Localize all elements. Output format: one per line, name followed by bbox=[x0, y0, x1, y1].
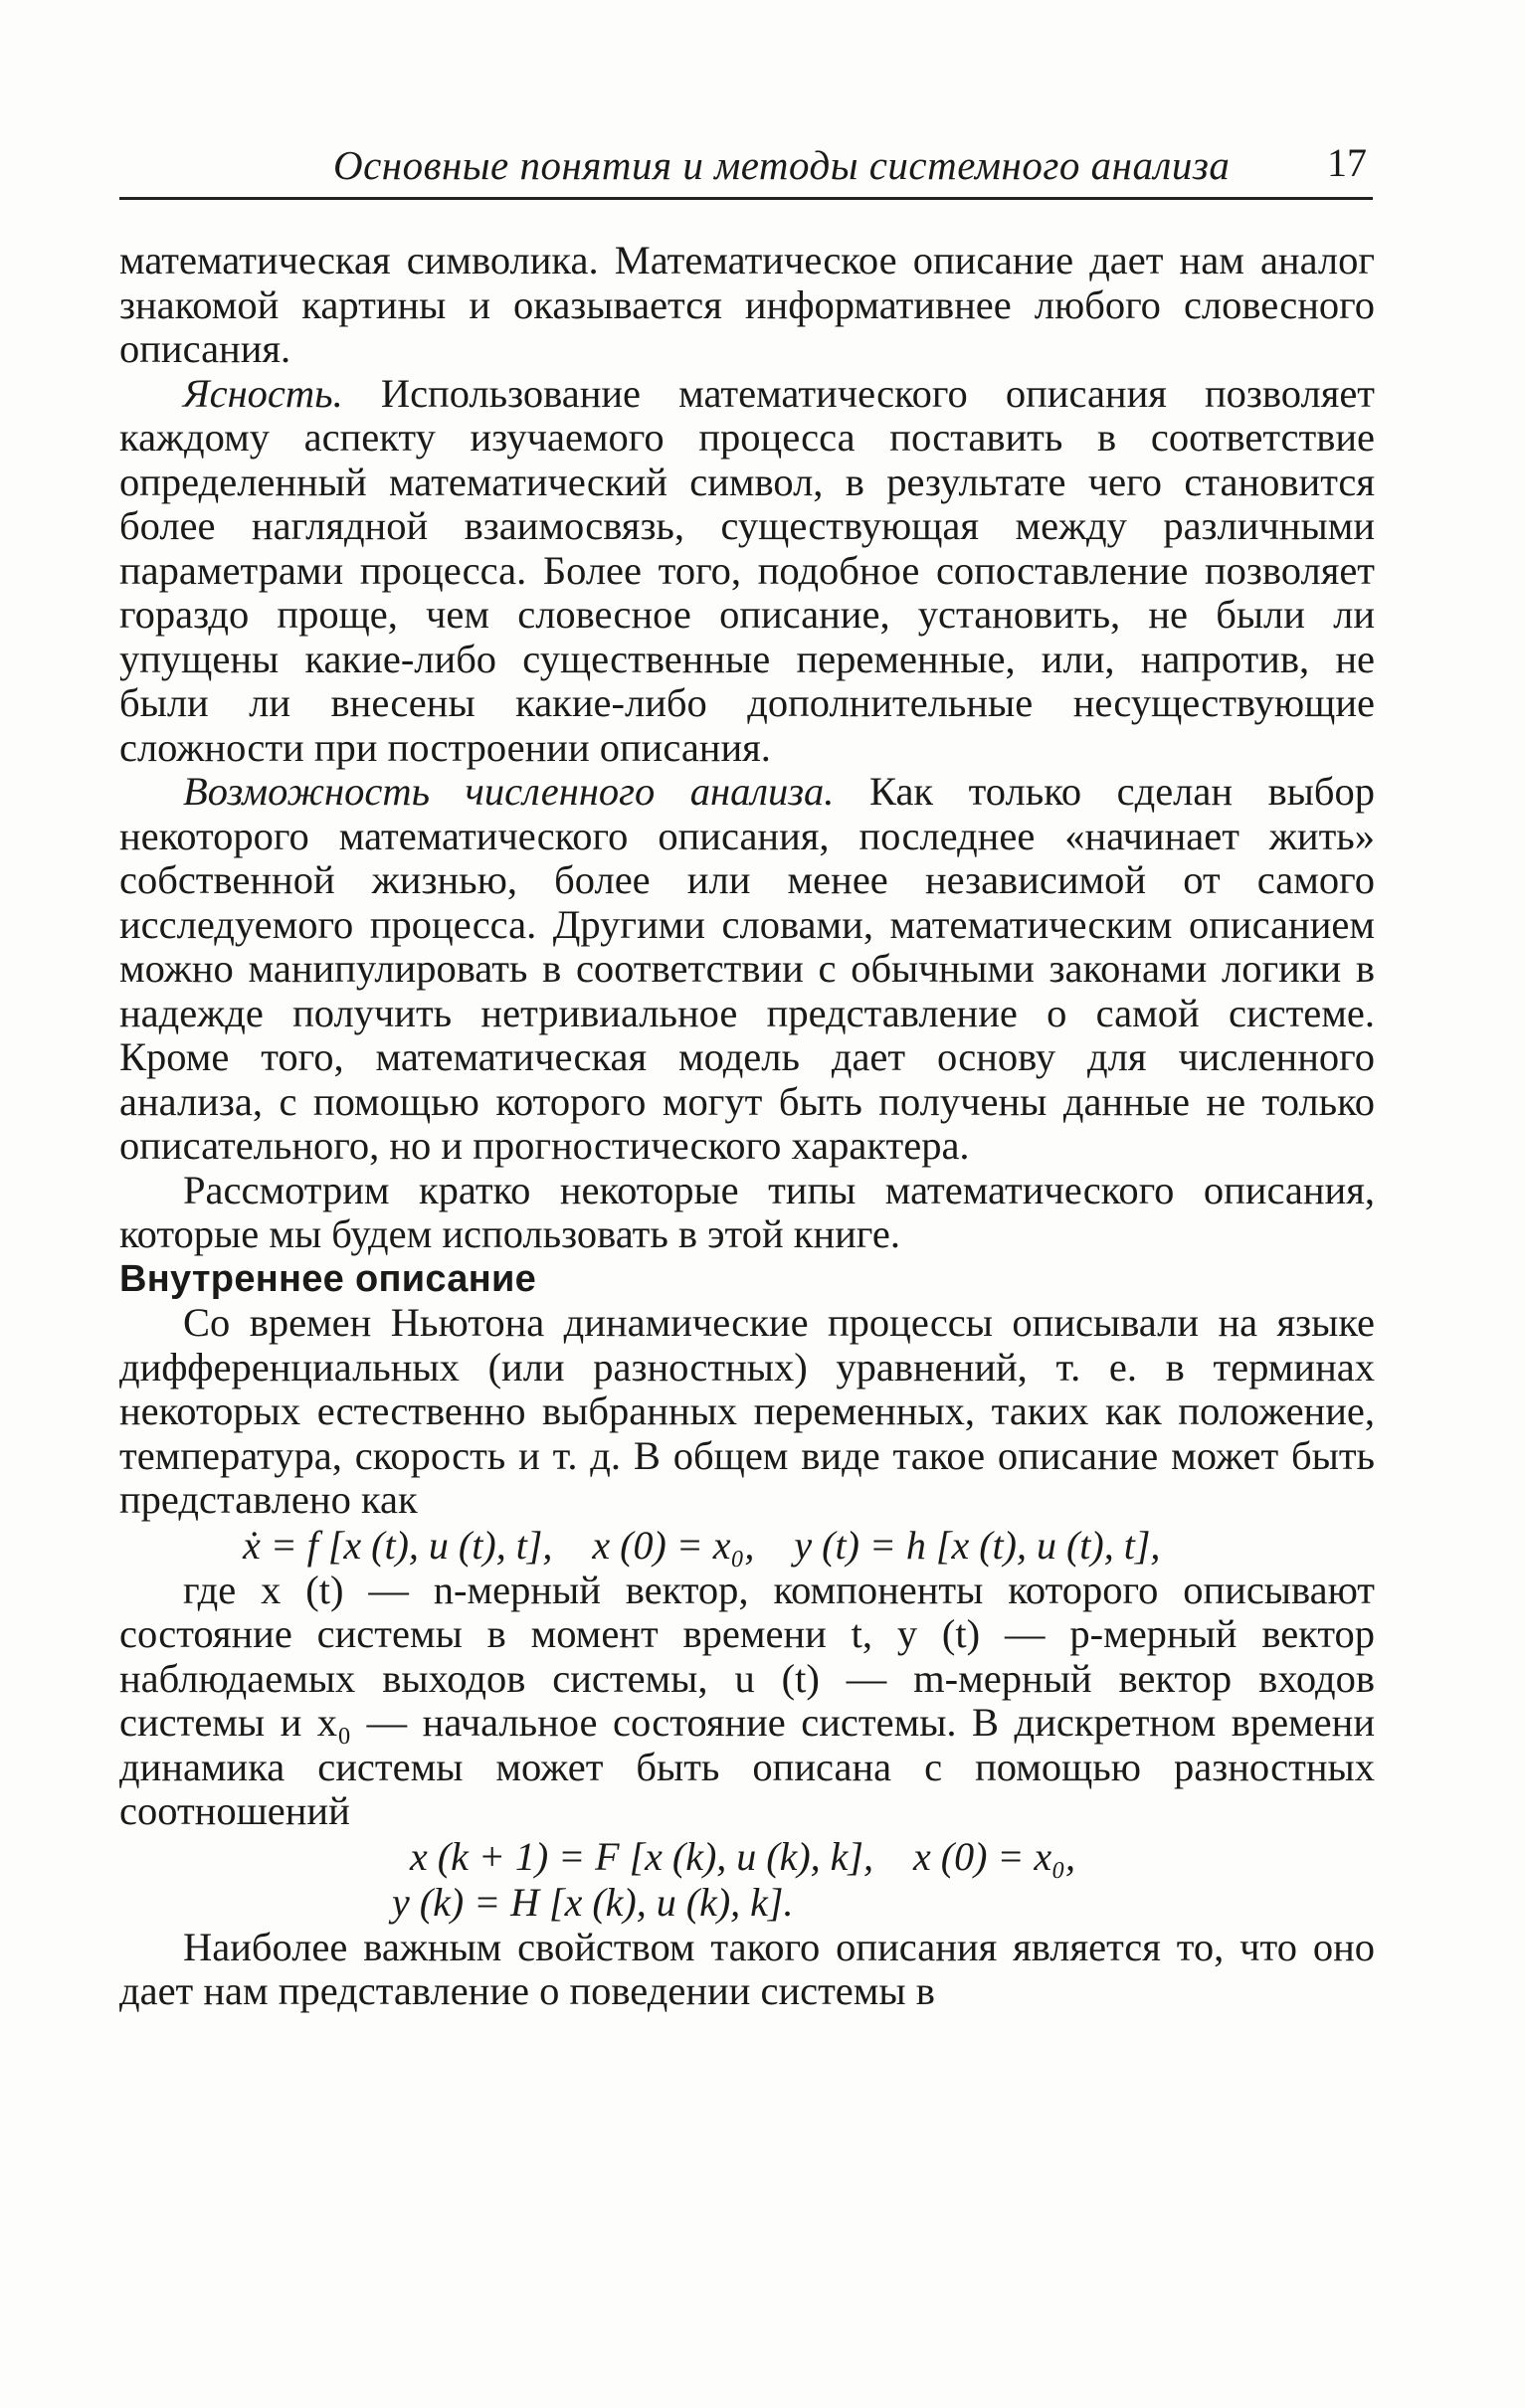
running-title: Основные понятия и методы системного анализа bbox=[333, 142, 1231, 188]
formula-discrete-state: x (k + 1) = F [x (k), u (k), k], x (0) = x₀, bbox=[410, 1833, 1076, 1879]
lead-in-clarity: Ясность. bbox=[183, 370, 343, 416]
paragraph-continuation: математическая символика. Математическое описание дает нам аналог знакомой картины и оказывается информативнее любого словесного описания. bbox=[119, 238, 1375, 371]
paragraph-overview: Рассмотрим кратко некоторые типы математического описания, которые мы будем использовать в этой книге. bbox=[119, 1167, 1375, 1256]
paragraph-internal-description: Со времен Ньютона динамические процессы описывали на языке дифференциальных (или разностных) уравнений, т. е. в терминах некоторых естественно выбранных переменных, таких как положение, температура, скорость и т. д. В общем виде такое описание может быть представлено как bbox=[119, 1300, 1375, 1522]
paragraph-clarity bbox=[119, 372, 1375, 771]
lead-in-numerical-analysis: Возможность численного анализа. bbox=[183, 769, 835, 814]
paragraph-definitions: где x (t) — n-мерный вектор, компоненты которого описывают состояние системы в момент времени t, y (t) — p-мерный вектор наблюдаемых выходов системы, u (t) — m-мерный вектор входов системы и x₀ — начальное состояние системы. В дискретном времени динамика системы может быть описана с помощью разностных соотношений bbox=[119, 1567, 1375, 1833]
section-heading: Внутреннее описание bbox=[119, 1257, 537, 1300]
body-text bbox=[119, 239, 1375, 2014]
running-header bbox=[119, 137, 1373, 200]
paragraph-property: Наиболее важным свойством такого описания является то, что оно дает нам представление о поведении системы в bbox=[119, 1924, 1375, 2013]
paragraph-numerical-analysis-text: Как только сделан выбор некоторого математического описания, последнее «начинает жить» собственной жизнью, более или менее независимой от самого исследуемого процесса. Другими словами, математическим описанием можно манипулировать в соответствии с обычными законами логики в надежде получить нетривиальное представление о самой системе. Кроме того, математическая модель дает основу для численного анализа, с помощью которого могут быть получены данные не только описательного, но и прогностического характера. bbox=[119, 769, 1376, 1168]
paragraph-clarity-text: Использование математического описания позволяет каждому аспекту изучаемого процесса поставить в соответствие определенный математический символ, в результате чего становится более наглядной взаимосвязь, существующая между различными параметрами процесса. Более того, подобное сопоставление позволяет гораздо проще, чем словесное описание, установить, не были ли упущены какие-либо существенные переменные, или, напротив, не были ли внесены какие-либо дополнительные несуществующие сложности при построении описания. bbox=[119, 370, 1375, 770]
paragraph-numerical-analysis bbox=[119, 770, 1375, 1169]
formula-continuous: ẋ = f [x (t), u (t), t], x (0) = x₀, y (t) = h [x (t), u (t), t], bbox=[243, 1522, 1161, 1568]
formula-discrete-output: y (k) = H [x (k), u (k), k]. bbox=[392, 1879, 794, 1925]
page-number: 17 bbox=[1327, 140, 1367, 185]
